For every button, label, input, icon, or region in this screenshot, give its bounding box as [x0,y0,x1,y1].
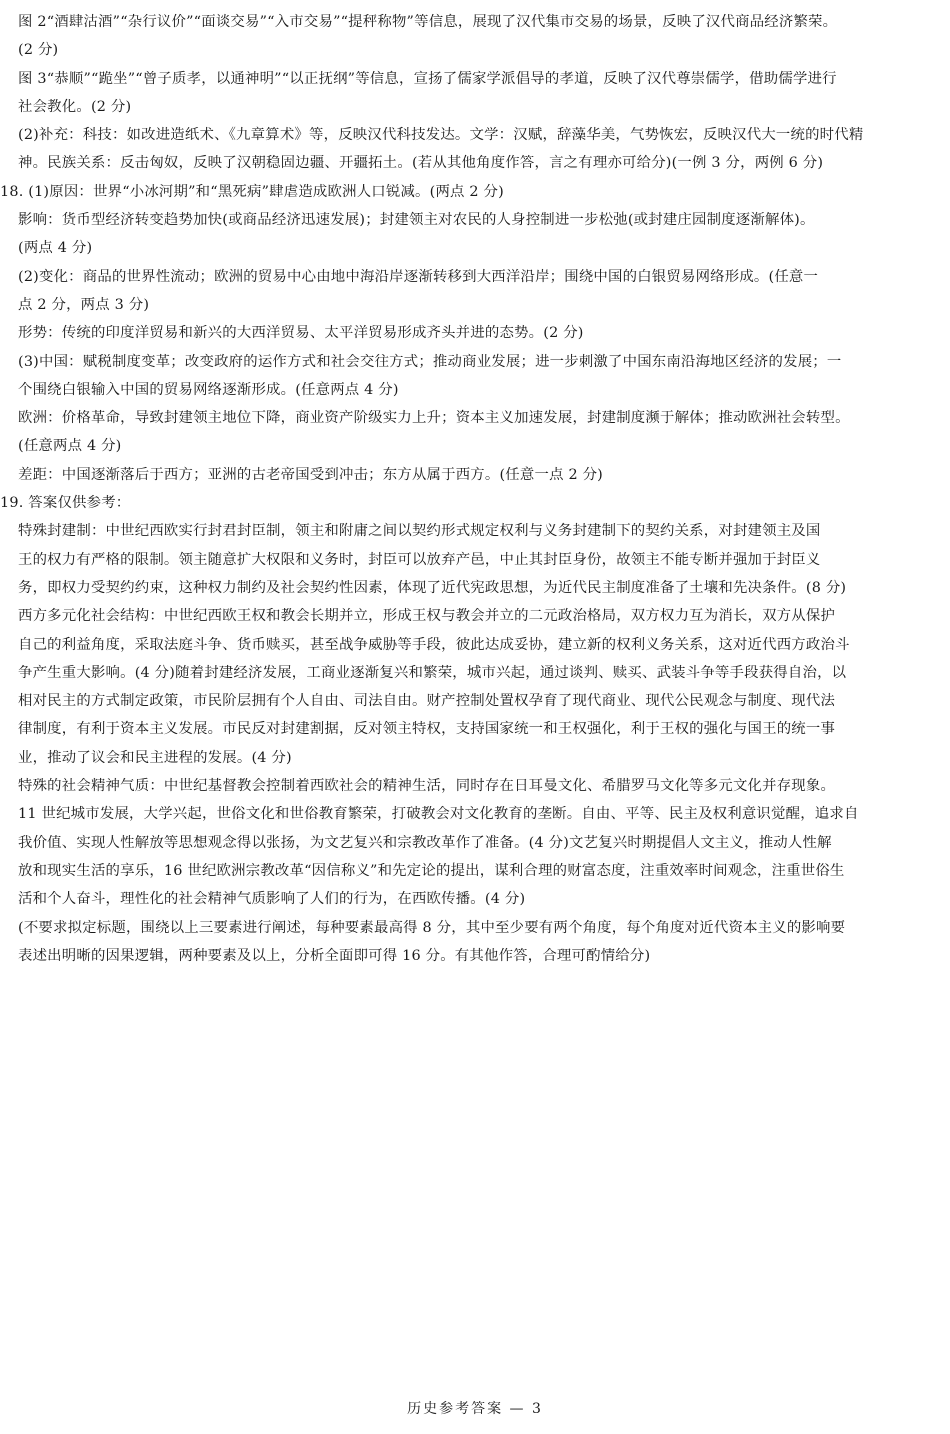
text-line: 欧洲：价格革命，导致封建领主地位下降，商业资产阶级实力上升；资本主义加速发展，封建制度濒于解体；推动欧洲社会转型。 [18,410,850,427]
question-19-line: 19. 答案仅供参考： [0,495,131,512]
text-line: 11 世纪城市发展，大学兴起，世俗文化和世俗教育繁荣，打破教会对文化教育的垄断。自由、平等、民主及权利意识觉醒，追求自 [18,806,859,823]
page-footer: 历史参考答案 — 3 [407,1401,543,1417]
text-line: 活和个人奋斗，理性化的社会精神气质影响了人们的行为，在西欧传播。(4 分) [18,891,526,908]
text-line: 争产生重大影响。(4 分)随着封建经济发展，工商业逐渐复兴和繁荣，城市兴起，通过谈判、赎买、武装斗争等手段获得自治，以 [18,664,847,681]
text-line: 影响：货币型经济转变趋势加快(或商品经济迅速发展)；封建领主对农民的人身控制进一步松弛(或封建庄园制度逐渐解体)。 [18,212,815,229]
text-line: 律制度，有利于资本主义发展。市民反对封建割据，反对领主特权，支持国家统一和王权强化，利于王权的强化与国王的统一事 [18,721,836,738]
text-line: 务，即权力受契约约束，这种权力制约及社会契约性因素，体现了近代宪政思想，为近代民主制度准备了土壤和先决条件。(8 分) [18,579,847,596]
text-line: 社会教化。(2 分) [18,98,132,115]
text-line: 相对民主的方式制定政策，市民阶层拥有个人自由、司法自由。财产控制处置权孕育了现代商业、现代公民观念与制度、现代法 [18,693,836,710]
text-line: 我价值、实现人性解放等思想观念得以张扬，为文艺复兴和宗教改革作了准备。(4 分)文艺复兴时期提倡人文主义，推动人性解 [18,834,832,851]
question-18-line: 18. (1)原因：世界“小冰河期”和“黑死病”肆虐造成欧洲人口锐减。(两点 2 分) [0,183,504,200]
text-line: (3)中国：赋税制度变革；改变政府的运作方式和社会交往方式；推动商业发展；进一步刺激了中国东南沿海地区经济的发展；一 [18,353,842,370]
text-line: 放和现实生活的享乐，16 世纪欧洲宗教改革“因信称义”和先定论的提出，谋利合理的财富态度，注重效率时间观念，注重世俗生 [18,862,845,879]
text-line: 神。民族关系：反击匈奴，反映了汉朝稳固边疆、开疆拓土。(若从其他角度作答，言之有理亦可给分)(一例 3 分，两例 6 分) [18,155,824,172]
text-line: 表述出明晰的因果逻辑，两种要素及以上，分析全面即可得 16 分。有其他作答，合理可酌情给分) [18,947,651,964]
text-line: (不要求拟定标题，围绕以上三要素进行阐述，每种要素最高得 8 分，其中至少要有两个角度，每个角度对近代资本主义的影响要 [18,919,846,936]
text-line: 图 2“酒肆沽酒”“杂行议价”“面谈交易”“入市交易”“提秤称物”等信息，展现了汉代集市交易的场景，反映了汉代商品经济繁荣。 [18,14,838,30]
text-line: 图 3“恭顺”“跪坐”“曾子质孝，以通神明”“以正抚纲”等信息，宣扬了儒家学派倡导的孝道，反映了汉代尊崇儒学，借助儒学进行 [18,70,837,87]
text-line: 个围绕白银输入中国的贸易网络逐渐形成。(任意两点 4 分) [18,381,399,398]
text-line: (任意两点 4 分) [18,438,122,455]
text-line: (2)补充：科技：如改进造纸术、《九章算术》等，反映汉代科技发达。文学：汉赋，辞藻华美，气势恢宏，反映汉代大一统的时代精 [18,127,864,144]
text-line: 特殊封建制：中世纪西欧实行封君封臣制，领主和附庸之间以契约形式规定权利与义务封建制下的契约关系，对封建领主及国 [18,523,821,540]
answer-text-body [0,8,934,970]
text-line: (两点 4 分) [18,240,93,257]
text-line: 差距：中国逐渐落后于西方；亚洲的古老帝国受到冲击；东方从属于西方。(任意一点 2 分) [18,466,603,483]
text-line: 西方多元化社会结构：中世纪西欧王权和教会长期并立，形成王权与教会并立的二元政治格局，双方权力互为消长，双方从保护 [18,608,836,625]
text-line: (2)变化：商品的世界性流动；欧洲的贸易中心由地中海沿岸逐渐转移到大西洋沿岸；围绕中国的白银贸易网络形成。(任意一 [18,268,819,285]
text-line: 形势：传统的印度洋贸易和新兴的大西洋贸易、太平洋贸易形成齐头并进的态势。(2 分) [18,325,584,342]
text-line: 特殊的社会精神气质：中世纪基督教会控制着西欧社会的精神生活，同时存在日耳曼文化、希腊罗马文化等多元文化并存现象。 [18,778,836,795]
text-line: 自己的利益角度，采取法庭斗争、货币赎买，甚至战争威胁等手段，彼此达成妥协，建立新的权利义务关系，这对近代西方政治斗 [18,636,850,653]
text-line: (2 分) [18,42,59,59]
text-line: 业，推动了议会和民主进程的发展。(4 分) [18,749,292,766]
text-line: 点 2 分，两点 3 分) [18,296,150,313]
text-line: 王的权力有严格的限制。领主随意扩大权限和义务时，封臣可以放弃产邑，中止其封臣身份，故领主不能专断并强加于封臣义 [18,551,821,568]
